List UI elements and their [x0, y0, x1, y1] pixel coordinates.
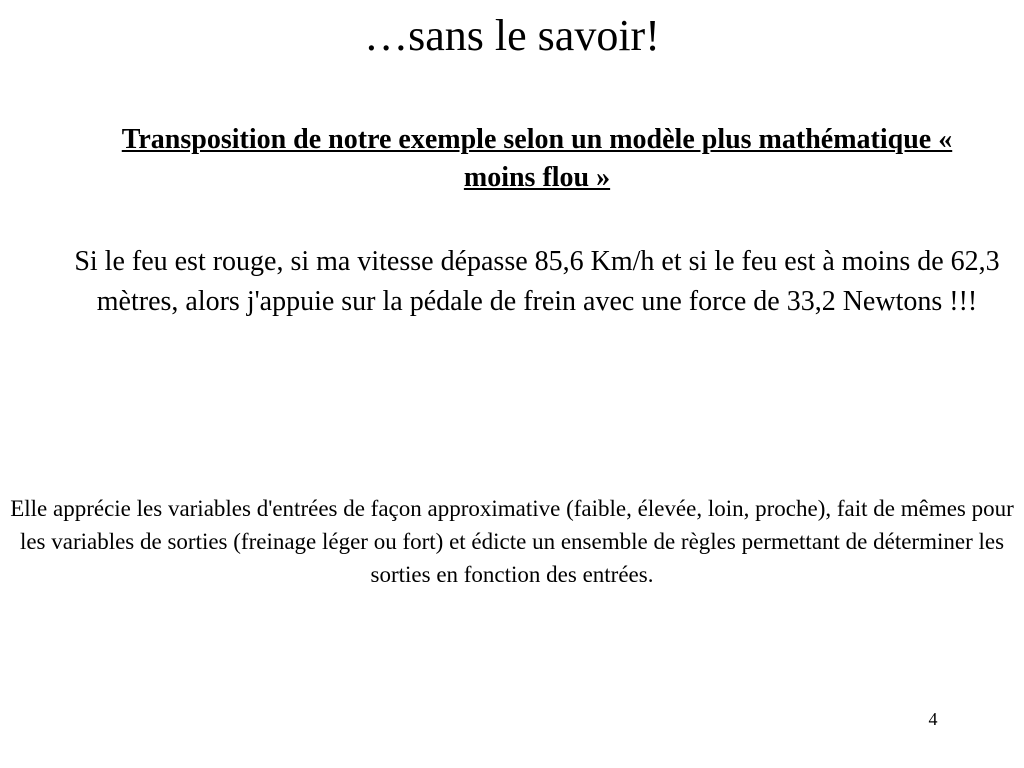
slide-subtitle: Transposition de notre exemple selon un modèle plus mathématique « moins flou » [121, 124, 953, 193]
description-text: Elle apprécie les variables d'entrées de façon approximative (faible, élevée, loin, proche), fait de mêmes pour les variables de sorties (freinage léger ou fort) et édicte un ensemble de règles permettant de déterminer les sorties en fonction des entrées. [10, 496, 1014, 587]
slide-title: …sans le savoir! [364, 11, 660, 60]
page-number: 4 [928, 709, 938, 729]
rule-example-text: Si le feu est rouge, si ma vitesse dépasse 85,6 Km/h et si le feu est à moins de 62,3 mètres, alors j'appuie sur la pédale de frein avec une force de 33,2 Newtons !!! [74, 246, 1000, 317]
